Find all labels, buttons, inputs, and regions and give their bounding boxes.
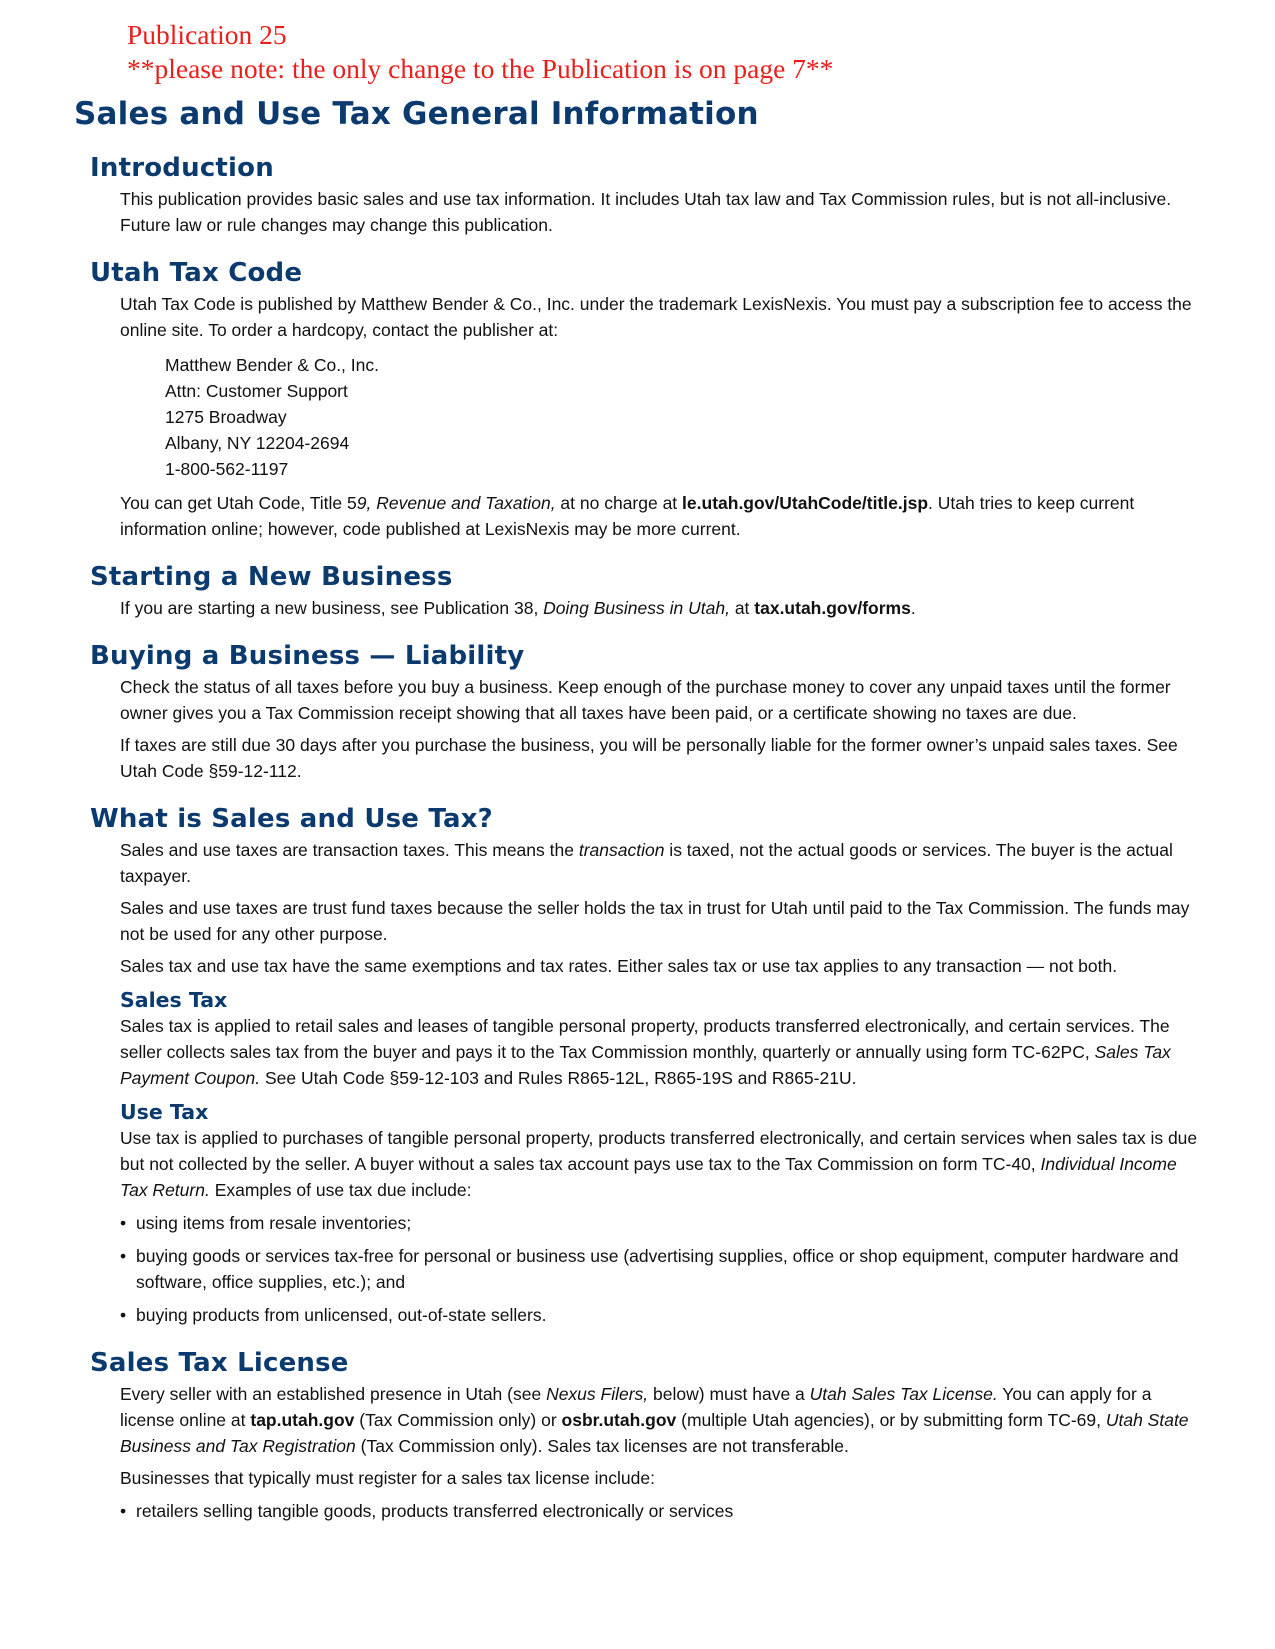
text-run: If you are starting a new business, see Publication 38, <box>120 598 544 618</box>
forms-link[interactable]: tax.utah.gov/forms <box>754 598 911 618</box>
heading-sales-tax-license: Sales Tax License <box>90 1348 349 1378</box>
section-tax-code <box>90 255 1200 542</box>
text-run: Sales tax is applied to retail sales and leases of tangible personal property, products transferred electronically, and certain services. The seller collects sales tax from the buyer and pays it to the Tax Commission monthly, quarterly or annually using form TC-62PC, <box>120 1016 1170 1062</box>
list-item <box>120 1243 1200 1295</box>
heading-utah-tax-code: Utah Tax Code <box>90 258 303 288</box>
utah-code-link[interactable]: le.utah.gov/UtahCode/title.jsp <box>682 493 929 513</box>
address-line: Matthew Bender & Co., Inc. <box>165 355 379 375</box>
publisher-address <box>90 352 1200 482</box>
text-run-italic: 9, Revenue and Taxation, <box>356 493 556 513</box>
list-item-text: buying goods or services tax-free for personal or business use (advertising supplies, office or shop equipment, computer hardware and software, office supplies, etc.); and <box>136 1246 1179 1292</box>
list-item-text: retailers selling tangible goods, products transferred electronically or services <box>136 1501 734 1521</box>
bullet-icon: • <box>120 1213 127 1233</box>
address-line: Attn: Customer Support <box>165 381 348 401</box>
list-item <box>120 1210 1200 1236</box>
text-run: See Utah Code §59-12-103 and Rules R865-12L, R865-19S and R865-21U. <box>260 1068 857 1088</box>
text-run-italic: transaction <box>578 840 665 860</box>
bullet-icon: • <box>120 1305 127 1325</box>
heading-what-is-sales-use-tax: What is Sales and Use Tax? <box>90 804 493 834</box>
use-tax-paragraph <box>90 1125 1200 1203</box>
text-run-italic: Doing Business in Utah, <box>543 598 730 618</box>
publication-note <box>127 18 833 86</box>
utah-code-paragraph <box>90 490 1200 542</box>
use-tax-examples-list <box>90 1210 1200 1328</box>
text-run: Use tax is applied to purchases of tangible personal property, products transferred electronically, and certain services when sales tax is due but not collected by the seller. A buyer without a sales tax account pays use tax to the Tax Commission on form TC-40, <box>120 1128 1198 1174</box>
text-run-italic: Utah State Business and Tax Registration <box>120 1410 1189 1456</box>
text-run: Sales and use taxes are transaction taxes. This means the <box>120 840 579 860</box>
heading-buying-business: Buying a Business — Liability <box>90 641 525 671</box>
section-new-business <box>90 559 1200 621</box>
text-run: You can get Utah Code, Title 5 <box>120 493 357 513</box>
heading-new-business: Starting a New Business <box>90 562 453 592</box>
what-is-paragraph-1 <box>90 837 1200 889</box>
address-phone: 1-800-562-1197 <box>165 459 289 479</box>
text-run: at no charge at <box>555 493 683 513</box>
text-run: You can apply for a license online at <box>120 1384 1152 1430</box>
bullet-icon: • <box>120 1501 127 1521</box>
sales-tax-paragraph <box>90 1013 1200 1091</box>
what-is-paragraph-2: Sales and use taxes are trust fund taxes because the seller holds the tax in trust for Utah until paid to the Tax Commission. The funds may not be used for any other purpose. <box>120 898 1190 944</box>
publication-number: Publication 25 <box>127 19 287 50</box>
section-buying-business <box>90 638 1200 784</box>
text-run: (Tax Commission only) or <box>354 1410 562 1430</box>
license-paragraph-2: Businesses that typically must register for a sales tax license include: <box>120 1468 655 1488</box>
address-line: Albany, NY 12204-2694 <box>165 433 350 453</box>
list-item <box>120 1302 1200 1328</box>
heading-sales-tax: Sales Tax <box>120 988 228 1012</box>
heading-introduction: Introduction <box>90 153 274 183</box>
tap-link[interactable]: tap.utah.gov <box>250 1410 355 1430</box>
text-run: is taxed, not the actual goods or services. The buyer is the actual taxpayer. <box>120 840 1173 886</box>
text-run: . <box>910 598 916 618</box>
text-run-italic: Utah Sales Tax License. <box>809 1384 998 1404</box>
text-run: (Tax Commission only). Sales tax licenses are not transferable. <box>355 1436 849 1456</box>
list-item <box>120 1498 1200 1524</box>
intro-paragraph: This publication provides basic sales and use tax information. It includes Utah tax law and Tax Commission rules, but is not all-inclusive. Future law or rule changes may change this publication. <box>120 189 1172 235</box>
section-what-is <box>90 801 1200 1328</box>
text-run: . Utah tries to keep current information online; however, code published at LexisNexis may be more current. <box>120 493 1135 539</box>
heading-use-tax: Use Tax <box>120 1100 209 1124</box>
text-run-italic: Individual Income Tax Return. <box>120 1154 1177 1200</box>
address-line: 1275 Broadway <box>165 407 287 427</box>
change-note: **please note: the only change to the Publication is on page 7** <box>127 53 834 84</box>
list-item-text: buying products from unlicensed, out-of-state sellers. <box>136 1305 547 1325</box>
tax-code-paragraph: Utah Tax Code is published by Matthew Bender & Co., Inc. under the trademark LexisNexis. You must pay a subscription fee to access the online site. To order a hardcopy, contact the publisher at: <box>120 294 1192 340</box>
what-is-paragraph-3: Sales tax and use tax have the same exemptions and tax rates. Either sales tax or use tax applies to any transaction — not both. <box>120 956 1118 976</box>
section-sales-tax-license <box>90 1345 1200 1524</box>
text-run: below) must have a <box>648 1384 810 1404</box>
text-run-italic: Sales Tax Payment Coupon. <box>120 1042 1171 1088</box>
document-body <box>90 150 1200 1524</box>
buying-paragraph-2: If taxes are still due 30 days after you purchase the business, you will be personally liable for the former owner’s unpaid sales taxes. See Utah Code §59-12-112. <box>120 735 1178 781</box>
text-run: Every seller with an established presence in Utah (see <box>120 1384 547 1404</box>
text-run-italic: Nexus Filers, <box>546 1384 649 1404</box>
text-run: at <box>729 598 755 618</box>
license-businesses-list <box>90 1498 1200 1524</box>
bullet-icon: • <box>120 1246 127 1266</box>
new-business-paragraph <box>90 595 1200 621</box>
buying-paragraph-1: Check the status of all taxes before you buy a business. Keep enough of the purchase money to cover any unpaid taxes until the former owner gives you a Tax Commission receipt showing that all taxes have been paid, or a certificate showing no taxes are due. <box>120 677 1171 723</box>
text-run: (multiple Utah agencies), or by submitting form TC-69, <box>676 1410 1106 1430</box>
license-paragraph-1 <box>90 1381 1200 1459</box>
text-run: Examples of use tax due include: <box>209 1180 472 1200</box>
osbr-link[interactable]: osbr.utah.gov <box>561 1410 677 1430</box>
list-item-text: using items from resale inventories; <box>136 1213 412 1233</box>
page-title: Sales and Use Tax General Information <box>74 96 759 132</box>
